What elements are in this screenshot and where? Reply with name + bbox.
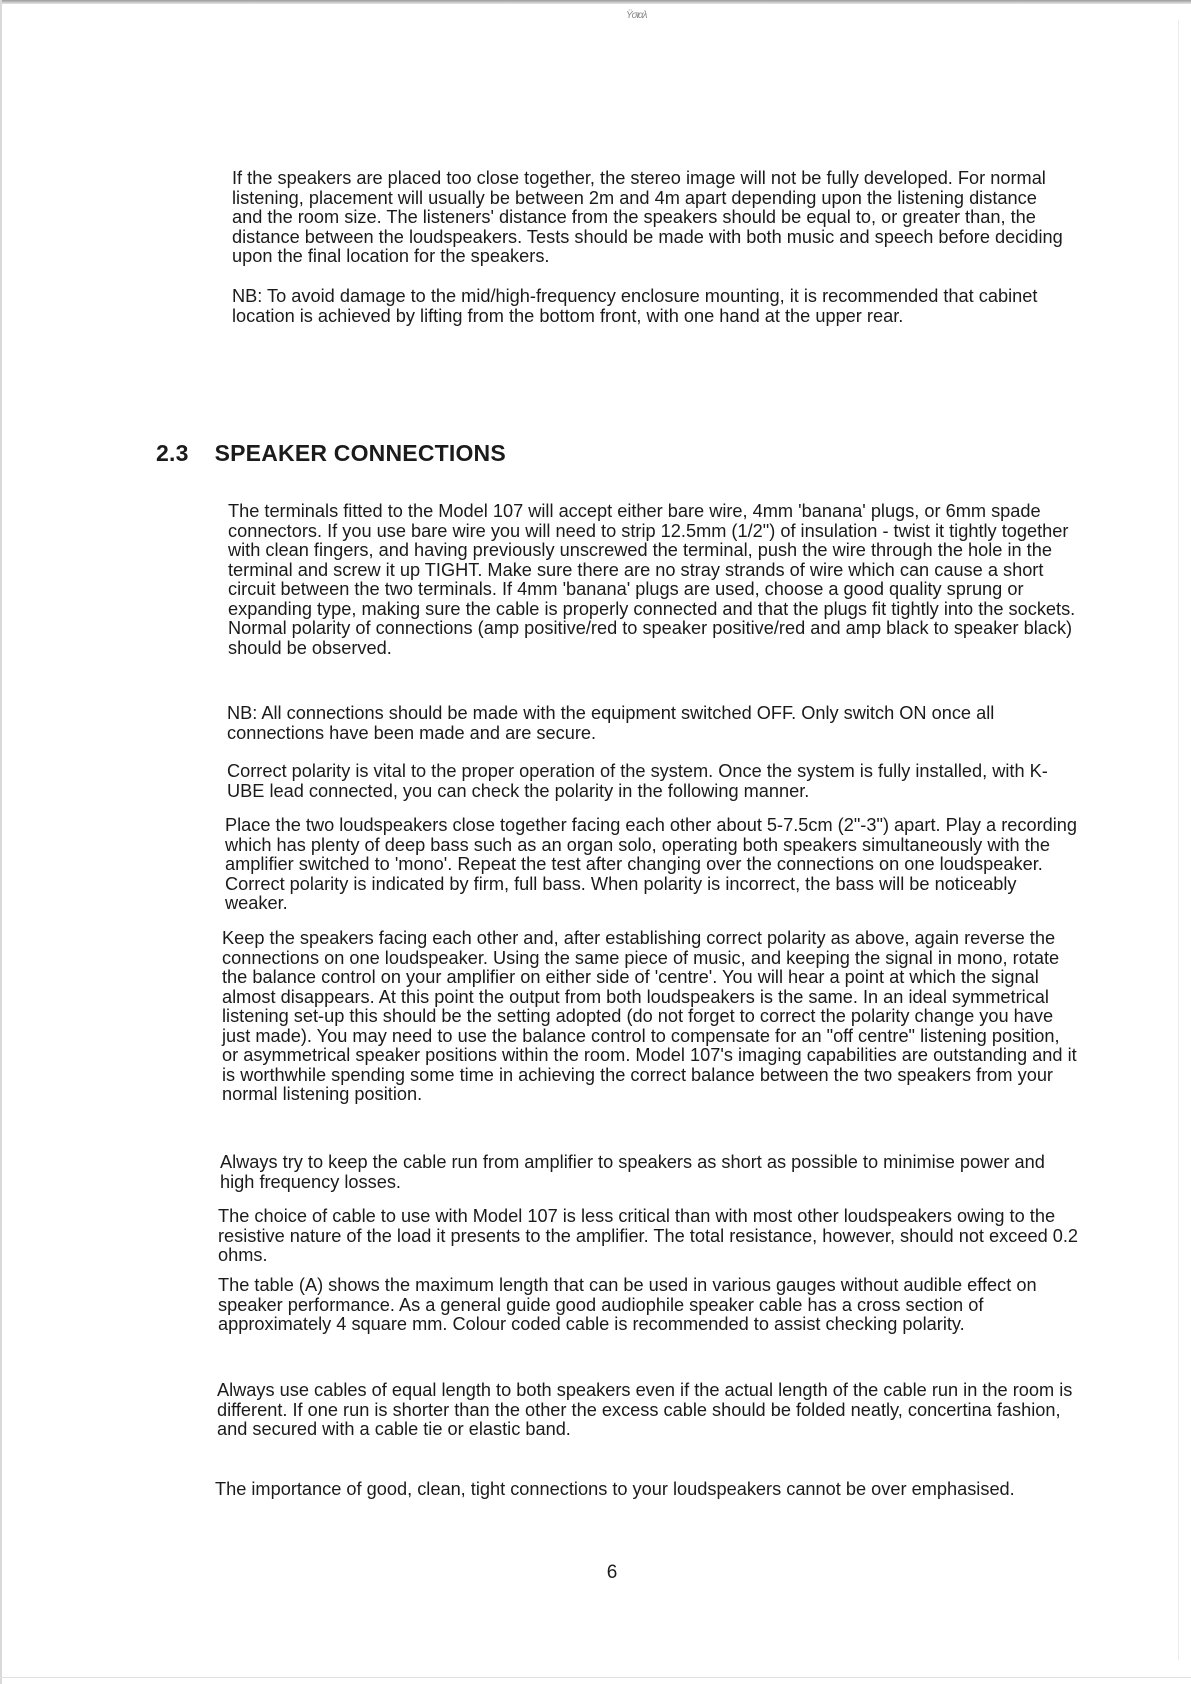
paragraph-placement: If the speakers are placed too close together, the stereo image will not be fully developed. For normal listening, placement will usually be between 2m and 4m apart depending upon the listening distance and the room size. The listeners' distance from the speakers should be equal to, or greater than, the distance between the loudspeakers. Tests should be made with both music and speech before deciding upon the final location for the speakers. xyxy=(232,168,1063,266)
paragraph-importance: The importance of good, clean, tight connections to your loudspeakers cannot be over emphasised. xyxy=(215,1479,1015,1499)
scan-top-edge xyxy=(0,0,1191,4)
paragraph-equal-length: Always use cables of equal length to both speakers even if the actual length of the cable run in the room is different. If one run is shorter than the other the excess cable should be folded neatly, concertina fashion, and secured with a cable tie or elastic band. xyxy=(217,1380,1073,1439)
scan-mark: Ÿσιαλ xyxy=(626,10,647,21)
section-number: 2.3 xyxy=(156,440,189,466)
paragraph-place-two: Place the two loudspeakers close together facing each other about 5-7.5cm (2"-3") apart. Play a recording which has plenty of deep bass such as an organ solo, operating both speakers simultaneously with the amplifier switched to 'mono'. Repeat the test after changing over the connections on one loudspeaker. Correct polarity is indicated by firm, full bass. When polarity is incorrect, the bass will be noticeably weaker. xyxy=(225,815,1078,913)
paragraph-table-a: The table (A) shows the maximum length that can be used in various gauges without audible effect on speaker performance. As a general guide good audiophile speaker cable has a cross section of approximately 4 square mm. Colour coded cable is recommended to assist checking polarity. xyxy=(218,1275,1037,1334)
scan-left-edge xyxy=(0,0,2,1684)
page-number: 6 xyxy=(606,1562,618,1583)
section-heading xyxy=(156,440,506,467)
scan-bottom-edge xyxy=(0,1677,1191,1678)
paragraph-polarity: Correct polarity is vital to the proper operation of the system. Once the system is fully installed, with K-UBE lead connected, you can check the polarity in the following manner. xyxy=(227,761,1048,801)
paragraph-nb-cabinet: NB: To avoid damage to the mid/high-frequency enclosure mounting, it is recommended that cabinet location is achieved by lifting from the bottom front, with one hand at the upper rear. xyxy=(232,286,1038,326)
paragraph-short-run: Always try to keep the cable run from amplifier to speakers as short as possible to minimise power and high frequency losses. xyxy=(220,1152,1045,1192)
paragraph-nb-switch: NB: All connections should be made with the equipment switched OFF. Only switch ON once all connections have been made and are secure. xyxy=(227,703,995,743)
scan-right-edge xyxy=(1178,20,1179,1660)
paragraph-terminals: The terminals fitted to the Model 107 will accept either bare wire, 4mm 'banana' plugs, or 6mm spade connectors. If you use bare wire you will need to strip 12.5mm (1/2") of insulation - twist it tightly together with clean fingers, and having previously unscrewed the terminal, push the wire through the hole in the terminal and screw it up TIGHT. Make sure there are no stray strands of wire which can cause a short circuit between the two terminals. If 4mm 'banana' plugs are used, choose a good quality sprung or expanding type, making sure the cable is properly connected and that the plugs fit tightly into the sockets. Normal polarity of connections (amp positive/red to speaker positive/red and amp black to speaker black) should be observed. xyxy=(228,501,1076,658)
section-title: SPEAKER CONNECTIONS xyxy=(214,440,506,466)
paragraph-keep-facing: Keep the speakers facing each other and, after establishing correct polarity as above, again reverse the connections on one loudspeaker. Using the same piece of music, and keeping the signal in mono, rotate the balance control on your amplifier on either side of 'centre'. You will hear a point at which the signal almost disappears. At this point the output from both loudspeakers is the same. In an ideal symmetrical listening set-up this should be the setting adopted (do not forget to correct the polarity change you have just made). You may need to use the balance control to compensate for an "off centre" listening position, or asymmetrical speaker positions within the room. Model 107's imaging capabilities are outstanding and it is worthwhile spending some time in achieving the correct balance between the two speakers from your normal listening position. xyxy=(222,928,1077,1104)
paragraph-cable-choice: The choice of cable to use with Model 107 is less critical than with most other loudspeakers owing to the resistive nature of the load it presents to the amplifier. The total resistance, however, should not exceed 0.2 ohms. xyxy=(218,1206,1079,1265)
